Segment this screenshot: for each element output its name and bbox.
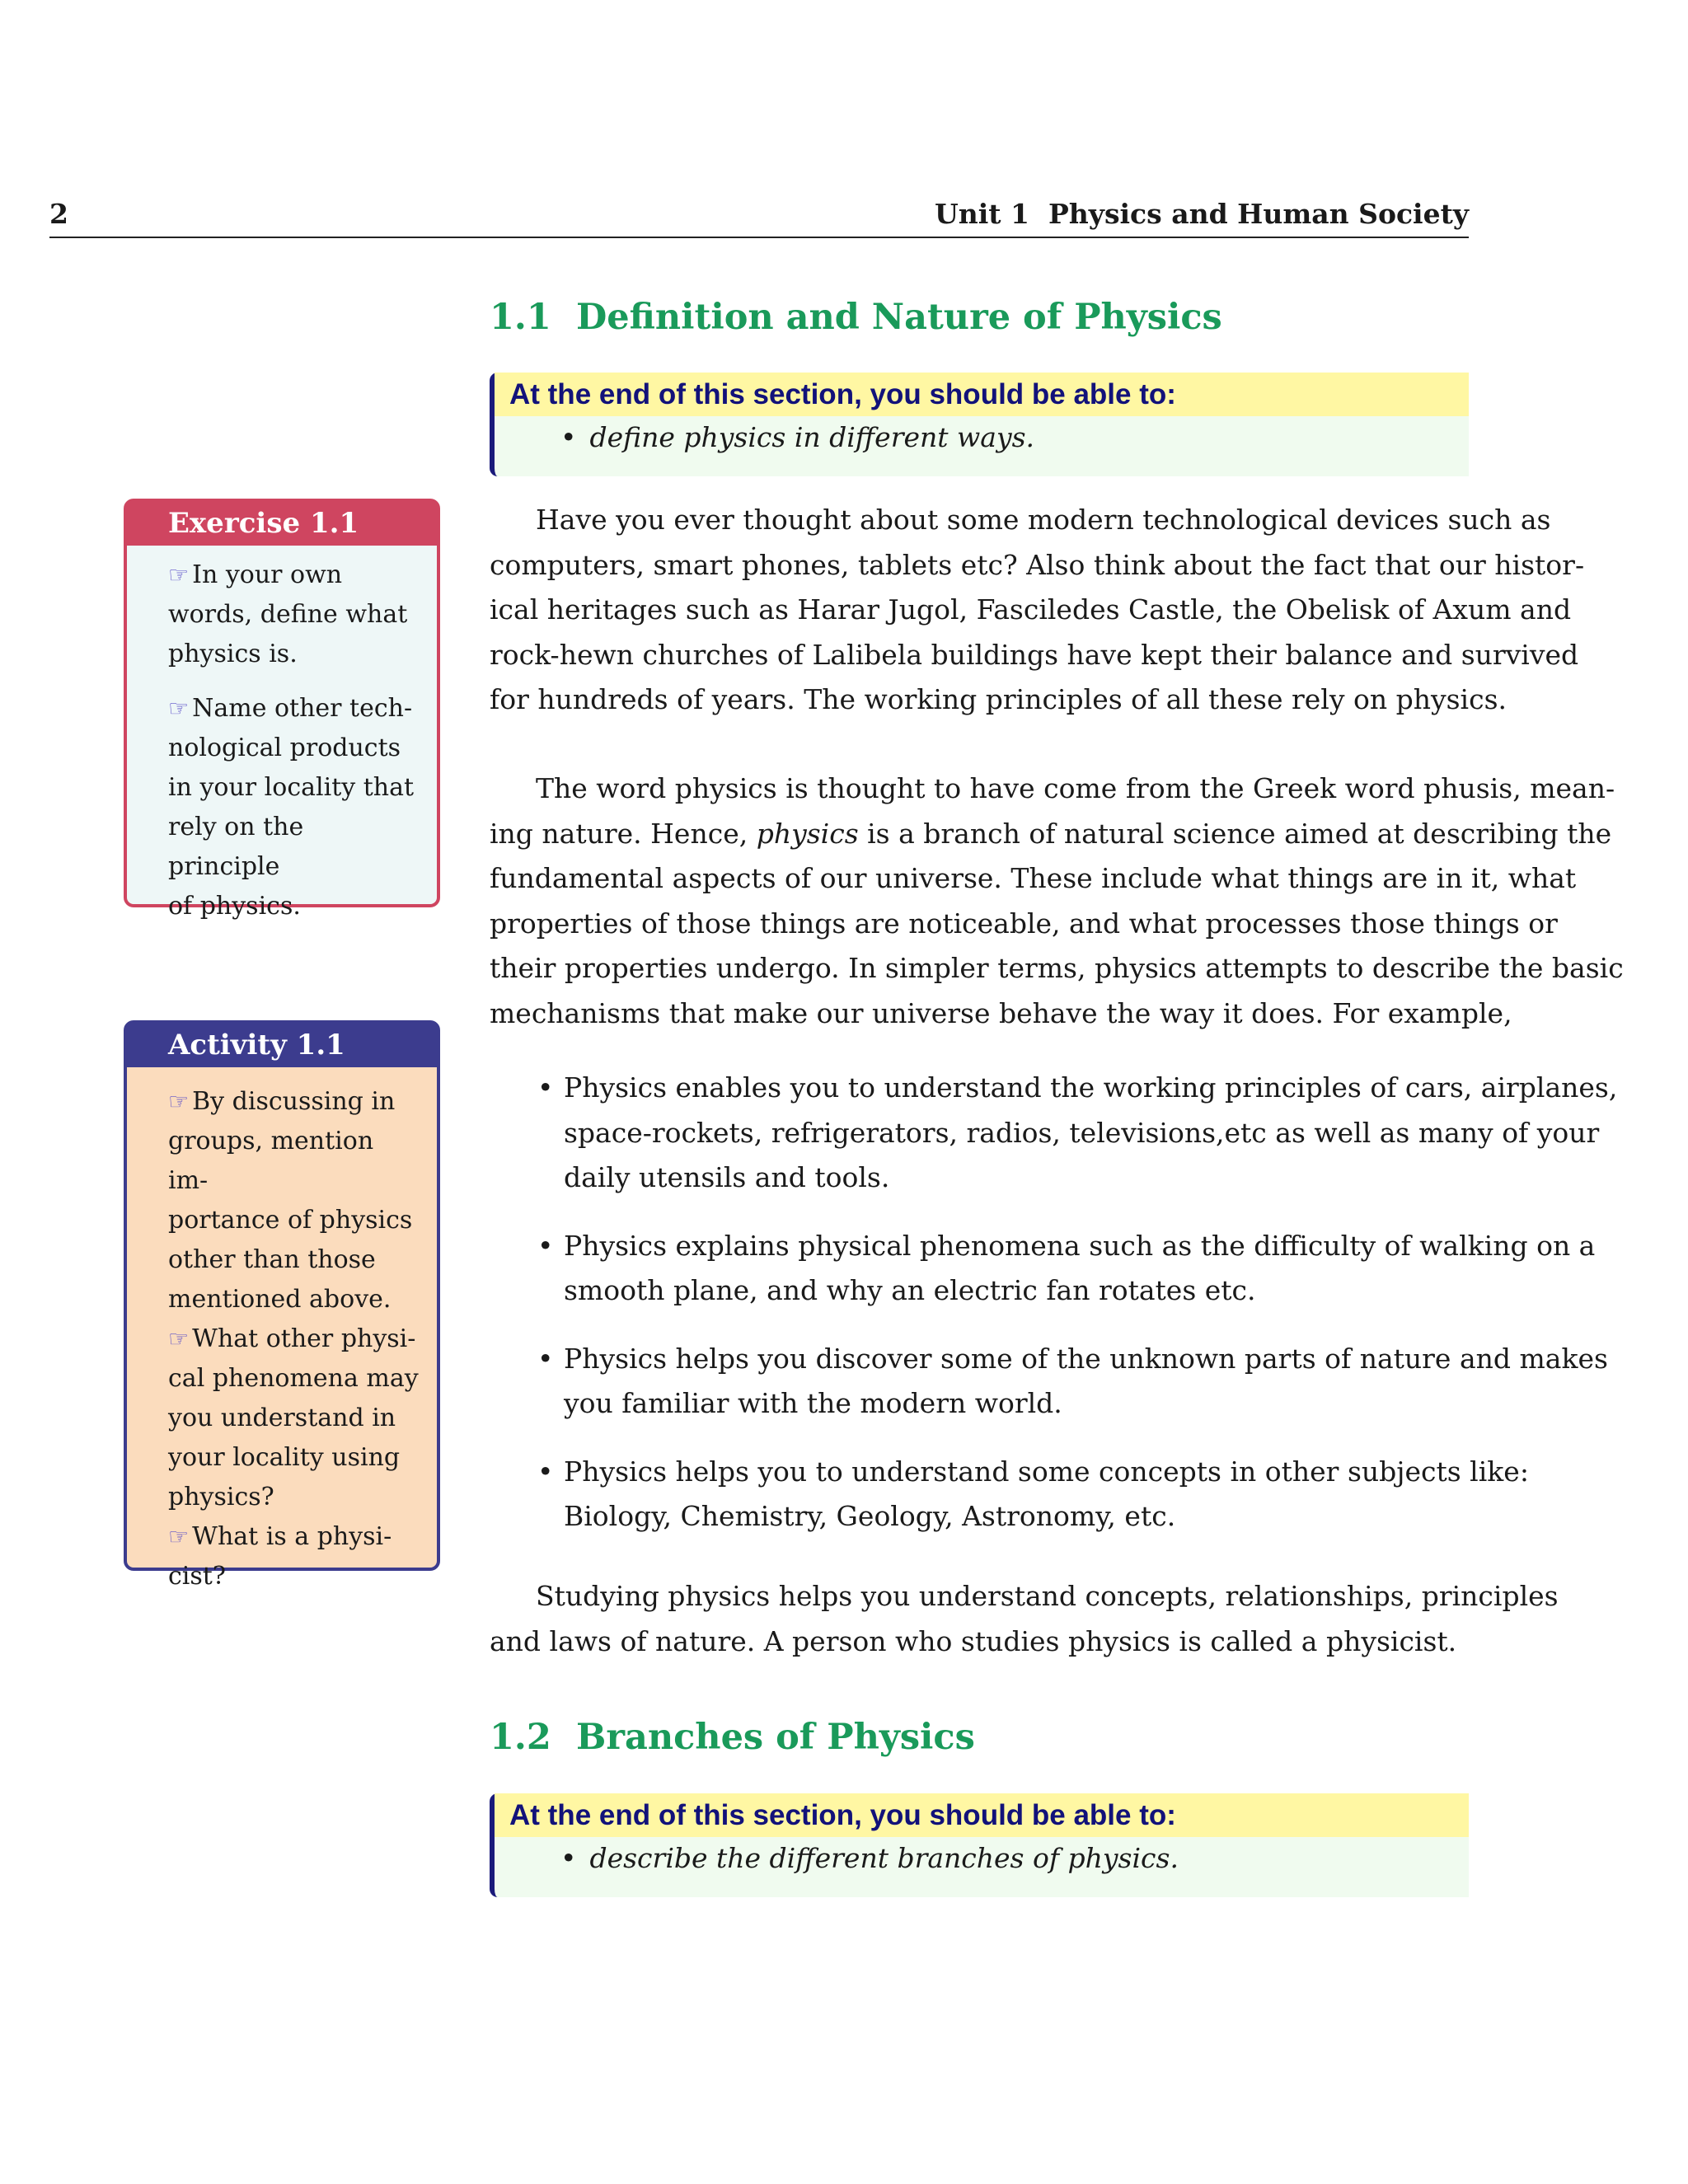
exercise-item (168, 555, 420, 674)
page-number: 2 (49, 198, 68, 230)
emphasis-physics: physics (756, 817, 859, 850)
activity-line: groups, mention im- (168, 1127, 374, 1195)
text-line: their properties undergo. In simpler terms, physics attempts to describe the basic (490, 952, 1624, 984)
text-line: and laws of nature. A person who studies physics is called a physicist. (490, 1624, 1457, 1657)
exercise-line: physics is. (168, 640, 298, 668)
exercise-line: Name other tech- (192, 694, 413, 723)
text-line: smooth plane, and why an electric fan rotates etc. (564, 1274, 1256, 1306)
text-line: Have you ever thought about some modern technological devices such as (536, 504, 1551, 536)
section-heading-1-2 (490, 1717, 975, 1758)
activity-item (168, 1082, 420, 1319)
activity-line: portance of physics (168, 1206, 413, 1235)
exercise-line: in your locality that (168, 773, 415, 802)
running-title: Unit 1 Physics and Human Society (934, 198, 1469, 230)
text-line: rock-hewn churches of Lalibela buildings have kept their balance and survived (490, 638, 1579, 671)
objectives-title: At the end of this section, you should be able to: (495, 1793, 1469, 1837)
bullet-list (537, 1066, 1618, 1563)
activity-line: physics? (168, 1483, 274, 1511)
objective-text: describe the different branches of physics. (589, 1842, 1179, 1874)
text-line: computers, smart phones, tablets etc? Also think about the fact that our histor- (490, 548, 1585, 581)
activity-line: What other physi- (192, 1324, 416, 1353)
activity-line: your locality using (168, 1443, 401, 1472)
text-line: you familiar with the modern world. (564, 1387, 1062, 1419)
activity-line: you understand in (168, 1404, 396, 1432)
activity-item (168, 1517, 420, 1596)
pointing-hand-icon: ☞ (168, 1088, 190, 1115)
paragraph-physicist (490, 1574, 1559, 1664)
text-line: The word physics is thought to have come from the Greek word phusis, mean- (536, 772, 1615, 804)
text-line: Studying physics helps you understand concepts, relationships, principles (536, 1580, 1559, 1612)
pointing-hand-icon: ☞ (168, 561, 190, 588)
text-line: Biology, Chemistry, Geology, Astronomy, etc. (564, 1500, 1176, 1532)
text-line: Physics helps you to understand some concepts in other subjects like: (564, 1455, 1529, 1488)
exercise-line: words, define what (168, 600, 408, 629)
text-line: space-rockets, refrigerators, radios, televisions,etc as well as many of your (564, 1116, 1600, 1149)
exercise-title: Exercise 1.1 (127, 502, 437, 546)
text-line: properties of those things are noticeable, and what processes those things or (490, 907, 1558, 940)
text-run: ing nature. Hence, (490, 817, 757, 850)
activity-line: mentioned above. (168, 1285, 392, 1314)
pointing-hand-icon: ☞ (168, 1523, 190, 1550)
text-run: is a branch of natural science aimed at describing the (858, 817, 1612, 850)
text-line: ical heritages such as Harar Jugol, Fasciledes Castle, the Obelisk of Axum and (490, 593, 1572, 626)
activity-line: By discussing in (192, 1087, 396, 1116)
objective-item: • describe the different branches of physics. (560, 1842, 1179, 1874)
header-rule (49, 237, 1469, 238)
text-line: Physics enables you to understand the working principles of cars, airplanes, (564, 1071, 1618, 1104)
exercise-item (168, 689, 420, 926)
paragraph-definition (490, 766, 1624, 1036)
text-line (490, 812, 1612, 857)
text-line: for hundreds of years. The working principles of all these rely on physics. (490, 683, 1507, 715)
pointing-hand-icon: ☞ (168, 695, 190, 722)
bullet-item: • Physics enables you to understand the working principles of cars, airplanes, space-rockets, refrigerators, radios, televisions,etc as well as many of your daily utensils and tools. (537, 1066, 1469, 1201)
pointing-hand-icon: ☞ (168, 1325, 190, 1352)
section-number: 1.2 (490, 1717, 551, 1758)
activity-line: other than those (168, 1245, 376, 1274)
activity-line: cal phenomena may (168, 1364, 419, 1393)
exercise-line: of physics. (168, 892, 301, 921)
activity-line: cist? (168, 1562, 226, 1591)
text-line: mechanisms that make our universe behave the way it does. For example, (490, 996, 1512, 1029)
section-title: Definition and Nature of Physics (576, 297, 1222, 338)
objectives-box-2 (490, 1793, 1469, 1897)
bullet-item: • Physics explains physical phenomena such as the difficulty of walking on a smooth plane, and why an electric fan rotates etc. (537, 1224, 1469, 1314)
bullet-item: • Physics helps you to understand some concepts in other subjects like: Biology, Chemistry, Geology, Astronomy, etc. (537, 1450, 1469, 1540)
bullet-item: • Physics helps you discover some of the unknown parts of nature and makes you familiar with the modern world. (537, 1337, 1469, 1427)
activity-box (124, 1020, 440, 1591)
text-line: Physics helps you discover some of the unknown parts of nature and makes (564, 1342, 1608, 1375)
text-line: fundamental aspects of our universe. These include what things are in it, what (490, 862, 1577, 894)
objectives-title: At the end of this section, you should be able to: (495, 373, 1469, 416)
activity-item (168, 1319, 420, 1517)
activity-line: What is a physi- (192, 1522, 392, 1551)
activity-title: Activity 1.1 (127, 1024, 437, 1067)
exercise-box (124, 499, 440, 921)
exercise-line: nological products (168, 733, 401, 762)
section-number: 1.1 (490, 297, 551, 338)
exercise-line: rely on the principle (168, 813, 304, 881)
section-title: Branches of Physics (576, 1717, 975, 1758)
section-heading-1-1 (490, 297, 1222, 338)
paragraph-intro (490, 498, 1585, 723)
text-line: daily utensils and tools. (564, 1161, 890, 1193)
text-line: Physics explains physical phenomena such as the difficulty of walking on a (564, 1229, 1596, 1262)
exercise-line: In your own (192, 560, 343, 589)
objective-text: define physics in different ways. (589, 421, 1035, 453)
objective-item: • define physics in different ways. (560, 421, 1035, 453)
objectives-box-1 (490, 373, 1469, 476)
